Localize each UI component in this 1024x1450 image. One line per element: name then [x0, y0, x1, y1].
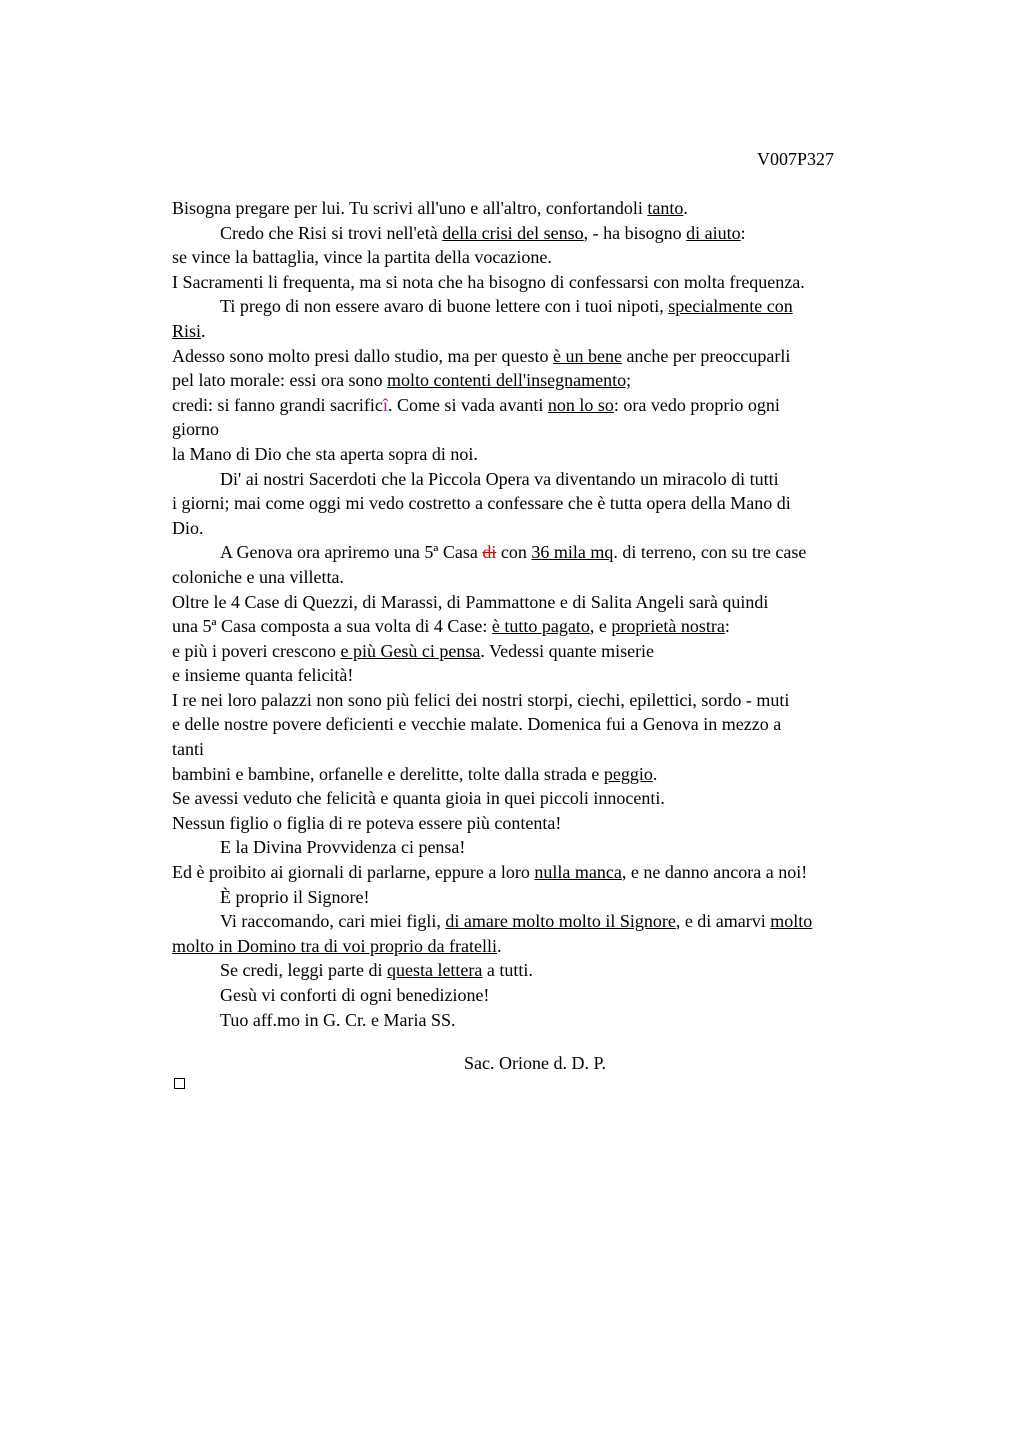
- text-line: [172, 196, 912, 221]
- text-line: Tuo aff.mo in G. Cr. e Maria SS.: [220, 1009, 456, 1030]
- text-run: : ora vedo proprio ogni: [613, 394, 780, 415]
- text-line: E la Divina Provvidenza ci pensa!: [220, 837, 466, 858]
- text-run: . di terreno, con su tre case: [613, 542, 807, 563]
- text-line: [172, 540, 912, 565]
- text-line: [172, 294, 912, 319]
- text-line: Oltre le 4 Case di Quezzi, di Marassi, di Pammattone e di Salita Angeli sarà quindi: [172, 591, 769, 612]
- text-run: anche per preoccuparli: [621, 345, 791, 366]
- underlined-text: non lo so: [547, 394, 614, 415]
- text-line: e delle nostre povere deficienti e vecchie malate. Domenica fui a Genova in mezzo a: [172, 714, 782, 735]
- underlined-text: di aiuto: [686, 222, 741, 243]
- underlined-text: è un bene: [552, 345, 622, 366]
- text-line: I re nei loro palazzi non sono più felici dei nostri storpi, ciechi, epilettici, sordo - muti: [172, 689, 790, 710]
- underlined-text: 36 mila mq: [531, 542, 614, 563]
- text-line: i giorni; mai come oggi mi vedo costretto a confessare che è tutta opera della Mano di: [172, 493, 791, 514]
- signature: Sac. Orione d. D. P.: [464, 1053, 606, 1073]
- letter-body: [172, 196, 912, 1032]
- text-run: Ti prego di non essere avaro di buone lettere con i tuoi nipoti,: [220, 296, 669, 317]
- text-run: :: [740, 222, 746, 243]
- text-line: [172, 958, 912, 983]
- underlined-text: specialmente con: [668, 296, 793, 317]
- text-run: , e di amarvi: [675, 911, 771, 932]
- text-line: I Sacramenti li frequenta, ma si nota che ha bisogno di confessarsi con molta frequenza.: [172, 271, 805, 292]
- text-line: [172, 934, 912, 959]
- text-run: con: [496, 542, 532, 563]
- text-run: credi: si fanno grandi sacrific: [172, 394, 383, 415]
- underlined-text: molto: [770, 911, 813, 932]
- text-run: A Genova ora apriremo una 5ª Casa: [220, 542, 483, 563]
- text-line: Gesù vi conforti di ogni benedizione!: [220, 985, 490, 1005]
- underlined-text: è tutto pagato: [491, 616, 590, 637]
- text-run: , e: [589, 616, 612, 637]
- text-run: . Vedessi quante miserie: [480, 640, 655, 661]
- text-run: .: [683, 198, 688, 218]
- underlined-text: molto contenti dell'insegnamento;: [386, 370, 632, 391]
- text-line: se vince la battaglia, vince la partita della vocazione.: [172, 247, 552, 268]
- text-run: Bisogna pregare per lui. Tu scrivi all'uno e all'altro, confortandoli: [172, 198, 648, 218]
- underlined-text: molto in Domino tra di voi proprio da fratelli: [172, 935, 497, 956]
- text-run: e più i poveri crescono: [172, 640, 341, 661]
- deleted-text: di: [482, 542, 497, 563]
- text-line: giorno: [172, 419, 219, 440]
- underlined-text: nulla manca: [534, 862, 622, 883]
- text-line: [172, 909, 912, 934]
- text-run: .: [652, 763, 658, 784]
- text-line: [172, 639, 912, 664]
- text-run: Vi raccomando, cari miei figli,: [220, 911, 446, 932]
- text-run: . Come si vada avanti: [387, 394, 548, 415]
- underlined-text: della crisi del senso: [442, 222, 584, 243]
- text-line: coloniche e una villetta.: [172, 566, 344, 587]
- text-run: Se credi, leggi parte di: [220, 960, 387, 981]
- text-run: una 5ª Casa composta a sua volta di 4 Case:: [172, 616, 492, 637]
- text-run: Adesso sono molto presi dallo studio, ma per questo: [172, 345, 553, 366]
- text-run: Ed è proibito ai giornali di parlarne, eppure a loro: [172, 862, 535, 883]
- underlined-text: di amare molto molto il Signore: [445, 911, 676, 932]
- text-line: [172, 344, 912, 369]
- text-run: .: [496, 935, 502, 956]
- text-line: tanti: [172, 739, 204, 760]
- text-run: a tutti.: [482, 960, 533, 981]
- text-line: [172, 221, 912, 246]
- underlined-text: Risi: [172, 320, 202, 341]
- underlined-text: questa lettera: [386, 960, 483, 981]
- text-run: , e ne danno ancora a noi!: [621, 862, 808, 883]
- text-line: la Mano di Dio che sta aperta sopra di noi.: [172, 443, 478, 464]
- text-line: Se avessi veduto che felicità e quanta gioia in quei piccoli innocenti.: [172, 788, 665, 809]
- text-line: [172, 762, 912, 787]
- text-line: [172, 368, 912, 393]
- text-line: [172, 319, 912, 344]
- underlined-text: tanto: [647, 198, 684, 218]
- text-run: bambini e bambine, orfanelle e derelitte, tolte dalla strada e: [172, 763, 604, 784]
- underlined-text: peggio: [603, 763, 653, 784]
- text-line: Nessun figlio o figlia di re poteva essere più contenta!: [172, 812, 562, 833]
- highlighted-char: î: [382, 394, 388, 415]
- text-run: .: [201, 320, 206, 341]
- checkbox-square-icon: [174, 1078, 185, 1089]
- text-line: Di' ai nostri Sacerdoti che la Piccola Opera va diventando un miracolo di tutti: [220, 468, 779, 489]
- text-line: [172, 860, 912, 885]
- text-line: [172, 614, 912, 639]
- underlined-text: e più Gesù ci pensa: [340, 640, 481, 661]
- text-run: , - ha bisogno: [583, 222, 687, 243]
- text-run: :: [724, 616, 730, 637]
- underlined-text: proprietà nostra: [611, 616, 725, 637]
- page-id: V007P327: [757, 149, 835, 169]
- text-run: Credo che Risi si trovi nell'età: [220, 222, 443, 243]
- text-line: e insieme quanta felicità!: [172, 665, 354, 686]
- text-line: Dio.: [172, 517, 204, 538]
- text-line: È proprio il Signore!: [220, 886, 370, 907]
- text-line: [172, 393, 912, 418]
- text-run: pel lato morale: essi ora sono: [172, 370, 387, 391]
